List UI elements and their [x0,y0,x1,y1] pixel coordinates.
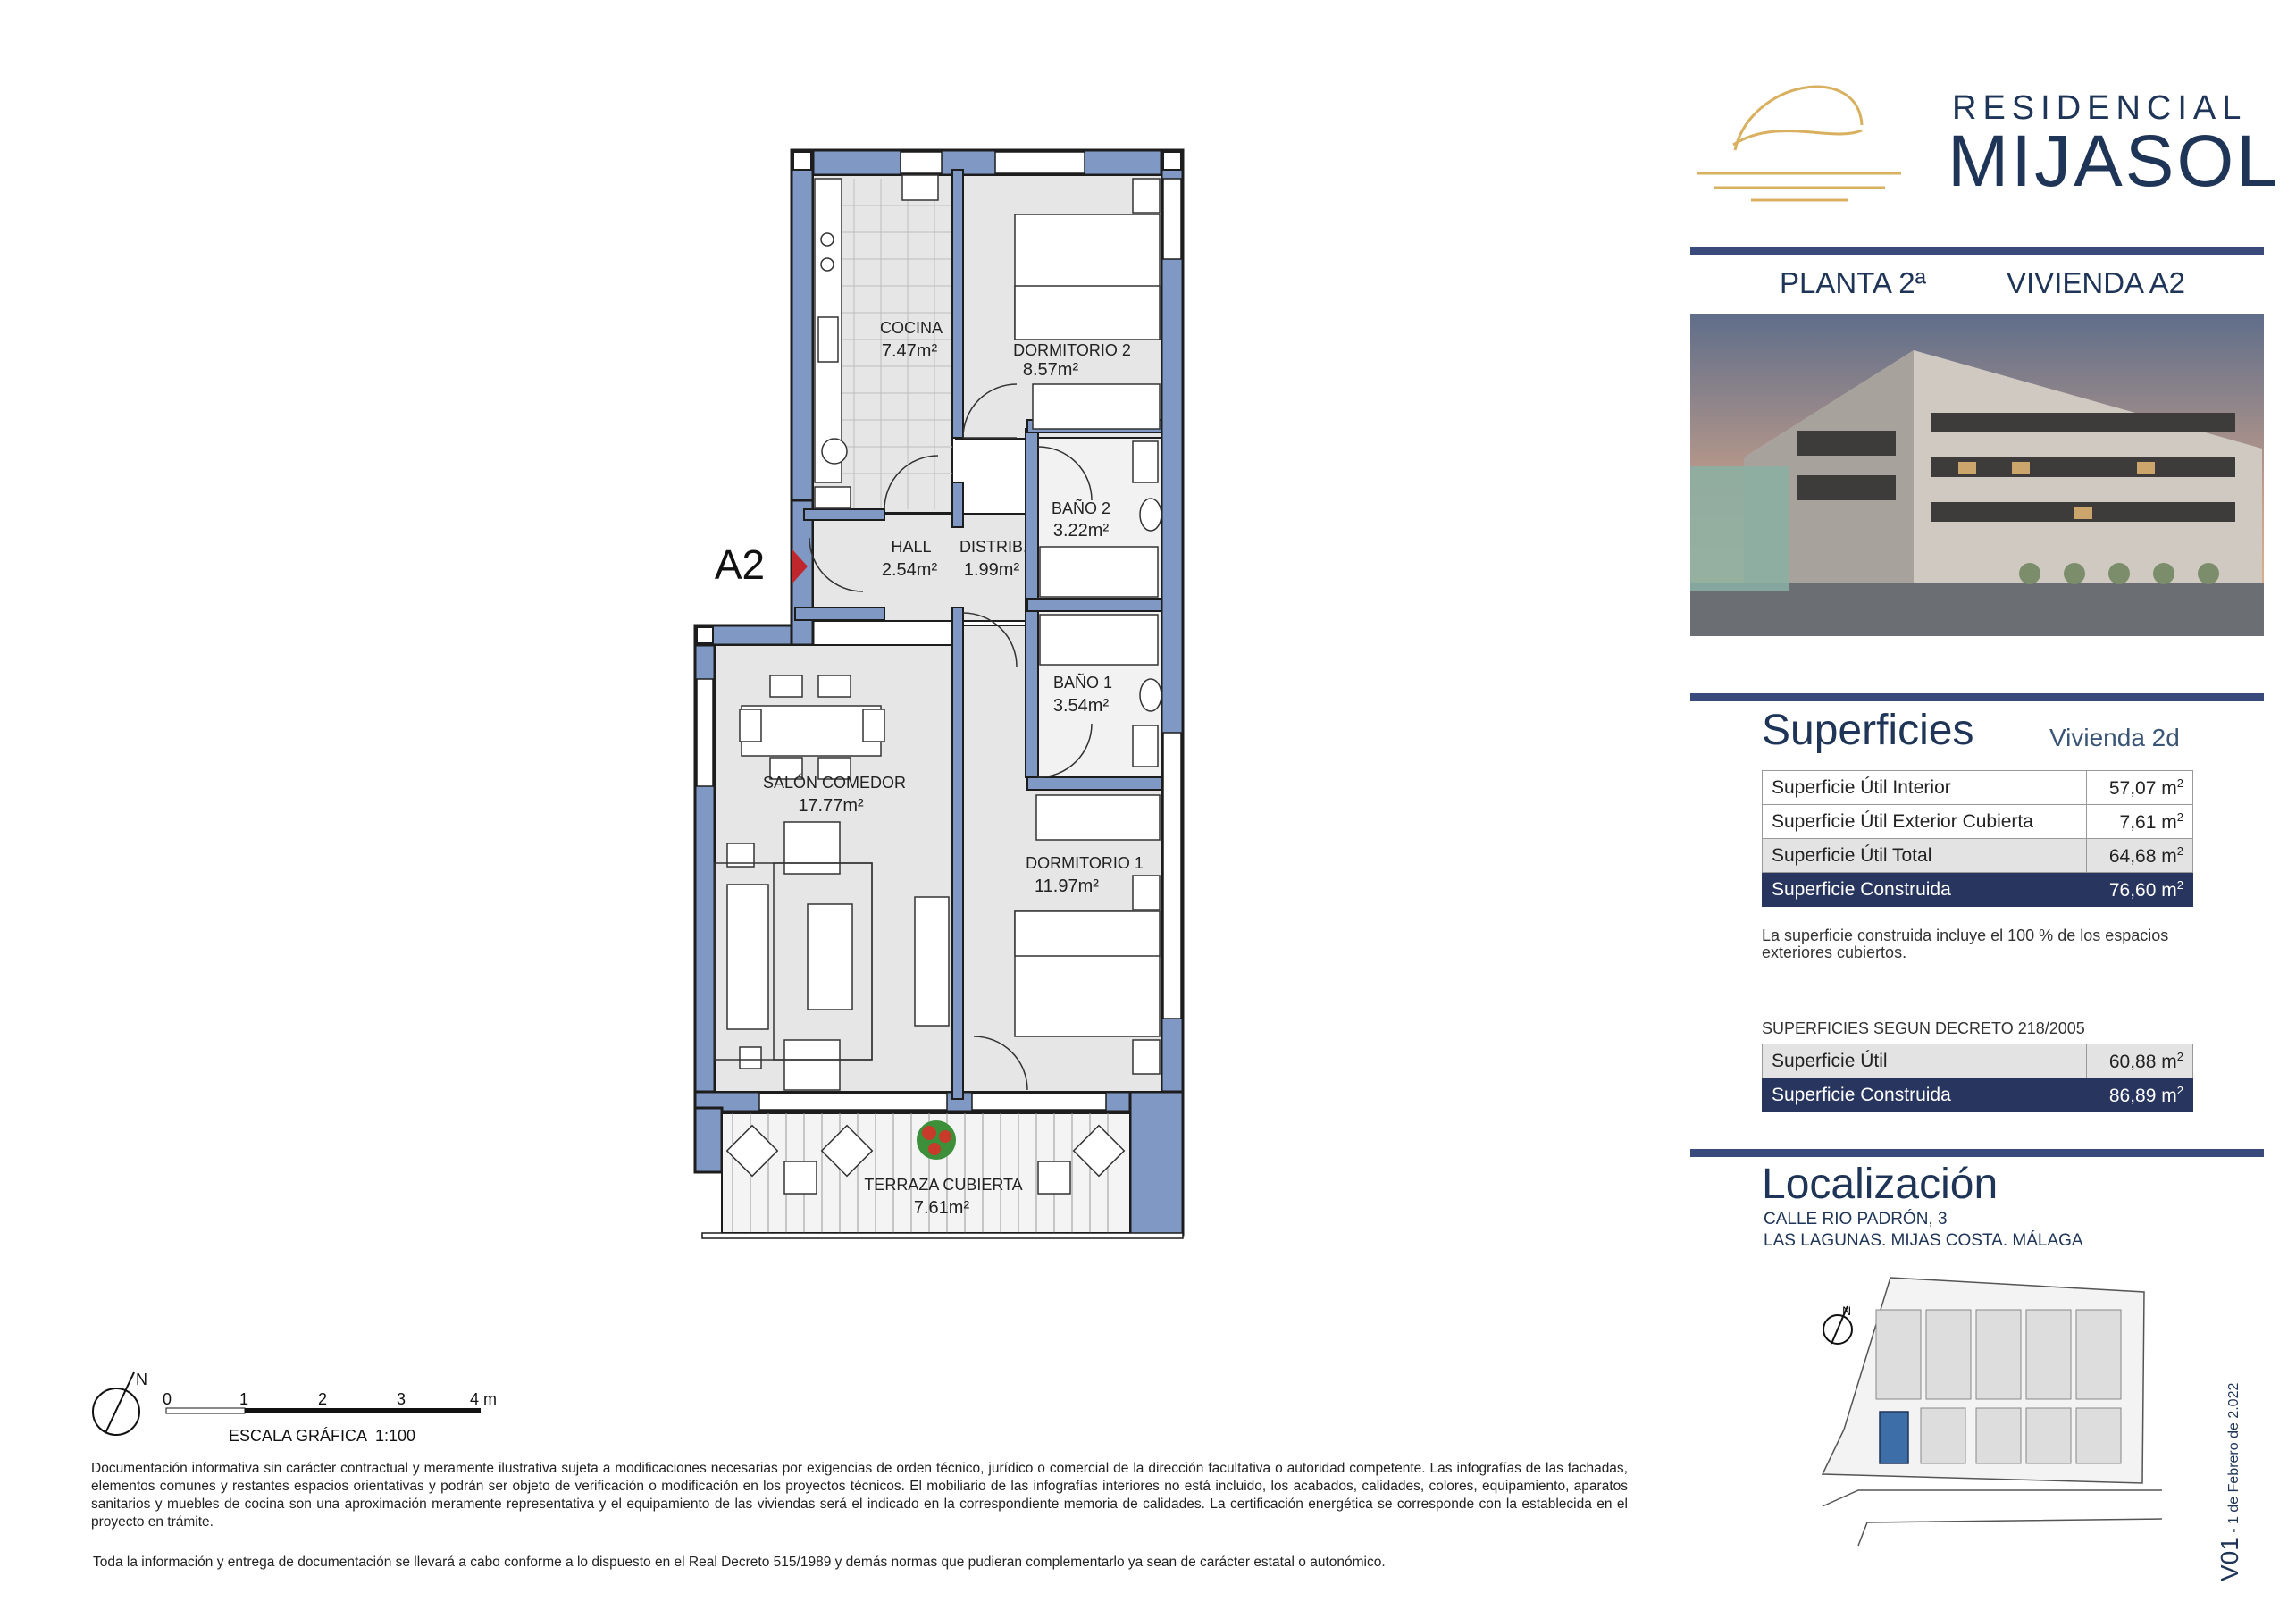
room-name-salon: SALÓN COMEDOR [762,774,907,792]
unit-label: VIVIENDA A2 [2007,266,2185,299]
bed-dormitorio-2 [1015,179,1160,429]
location-title: Localización [1762,1161,1999,1208]
table-row [1763,805,2193,839]
scale-bar [93,1371,497,1445]
row-label: Superficie Construida [1763,873,2087,907]
building-image [1690,314,2264,636]
decree-table [1762,1044,2193,1112]
brand-title: MIJASOL [1948,121,2280,202]
table-row [1763,1078,2193,1112]
scale-tick-4: 4 m [470,1390,498,1408]
room-name-bano-2: BAÑO 2 [1051,499,1111,517]
unit-marker: A2 [714,541,766,588]
room-name-hall: HALL [891,538,932,556]
legal-disclaimer-2: Toda la información y entrega de documentación se llevará a cabo conforme a lo dispuesto en el Real Decreto 515/1989 y demás normas que pudieran complementarlo ya sean de carácter estatal o autonómico. [93,1555,1386,1570]
room-area-dormitorio-2: 8.57m² [1022,360,1079,380]
scale-tick-2: 2 [318,1390,328,1408]
scale-tick-0: 0 [163,1390,172,1408]
plant-icon [917,1120,956,1160]
row-label: Superficie Construida [1763,1078,2087,1112]
row-value: 57,07 $m^2$ [2087,771,2193,805]
table-row [1763,1044,2193,1078]
row-label: Superficie Útil Total [1763,839,2087,873]
row-label: Superficie Útil [1763,1044,2087,1078]
brand-subtitle: RESIDENCIAL [1952,89,2248,127]
row-value: 86,89 $m^2$ [2087,1078,2193,1112]
scale-tick-1: 1 [239,1390,249,1408]
building-rendering [1690,314,2264,636]
address-line-1: CALLE RIO PADRÓN, 3 [1764,1210,1948,1228]
decree-title: SUPERFICIES SEGUN DECRETO 218/2005 [1762,1019,2085,1037]
divider [1690,247,2264,255]
room-name-dormitorio-2: DORMITORIO 2 [1013,341,1131,359]
room-area-distrib: 1.99m² [963,560,1020,580]
row-value: 76,60 $m^2$ [2087,873,2193,907]
row-value: 64,68 $m^2$ [2087,839,2193,873]
table-row [1763,839,2193,873]
scale-ratio: 1:100 [375,1427,416,1445]
row-label: Superficie Útil Interior [1763,771,2087,805]
location-map [1823,1278,2162,1546]
divider [1690,693,2264,701]
map-north-label: N [1842,1304,1852,1318]
room-area-bano-1: 3.54m² [1052,696,1110,716]
room-name-cocina: COCINA [879,319,943,337]
address-line-2: LAS LAGUNAS. MIJAS COSTA. MÁLAGA [1764,1231,2083,1250]
room-area-cocina: 7.47m² [881,341,938,361]
legal-disclaimer: Documentación informativa sin carácter contractual y meramente ilustrativa sujeta a modificaciones necesarias por exigencias de orden técnico, jurídico o comercial de la dirección facultativa o autoridad competente. Las infografías de las fachadas, elementos comunes y restantes espacios orientativas y podrán ser objeto de verificación o modificación en los proyectos técnicos. El mobiliario de las infografías interiores no está incluido, los acabados, calidades, colores, equipamiento, aparatos sanitarios y muebles de cocina son una aproximación meramente representativa y el equipamiento de las viviendas será el indicado en la correspondiente memoria de calidades. La certificación energética se corresponde con la establecida en el proyecto en trámite. [91,1461,1628,1530]
north-arrow-icon [93,1372,139,1435]
row-value: 60,88 $m^2$ [2087,1044,2193,1078]
table-row [1763,873,2193,907]
room-name-terraza: TERRAZA CUBIERTA [864,1176,1023,1194]
surfaces-subtitle: Vivienda 2d [2049,724,2180,751]
row-label: Superficie Útil Exterior Cubierta [1763,805,2087,839]
room-name-dormitorio-1: DORMITORIO 1 [1026,854,1144,872]
row-value: 7,61 $m^2$ [2087,805,2193,839]
room-name-distrib: DISTRIB. [959,538,1028,556]
surfaces-title: Superficies [1762,707,1974,754]
north-label: N [136,1371,147,1388]
room-area-salon: 17.77m² [798,796,864,816]
room-area-hall: 2.54m² [881,560,938,580]
bed-dormitorio-1 [1015,795,1160,1074]
floor-label: PLANTA 2ª [1780,266,1926,299]
room-area-terraza: 7.61m² [913,1198,970,1218]
table-row [1763,771,2193,805]
room-area-bano-2: 3.22m² [1052,521,1110,541]
scale-label: ESCALA GRÁFICA [229,1427,368,1445]
surfaces-table [1762,770,2193,907]
logo-sun-icon [1697,87,1901,200]
version-label: V01 - 1 de Febrero de 2.022 [2216,1382,2243,1581]
room-name-bano-1: BAÑO 1 [1052,674,1113,692]
scale-tick-3: 3 [397,1390,406,1408]
room-area-dormitorio-1: 11.97m² [1035,876,1099,896]
surfaces-note: La superficie construida incluye el 100 % de los espacios exteriores cubiertos. [1762,927,2169,961]
divider [1690,1149,2264,1157]
